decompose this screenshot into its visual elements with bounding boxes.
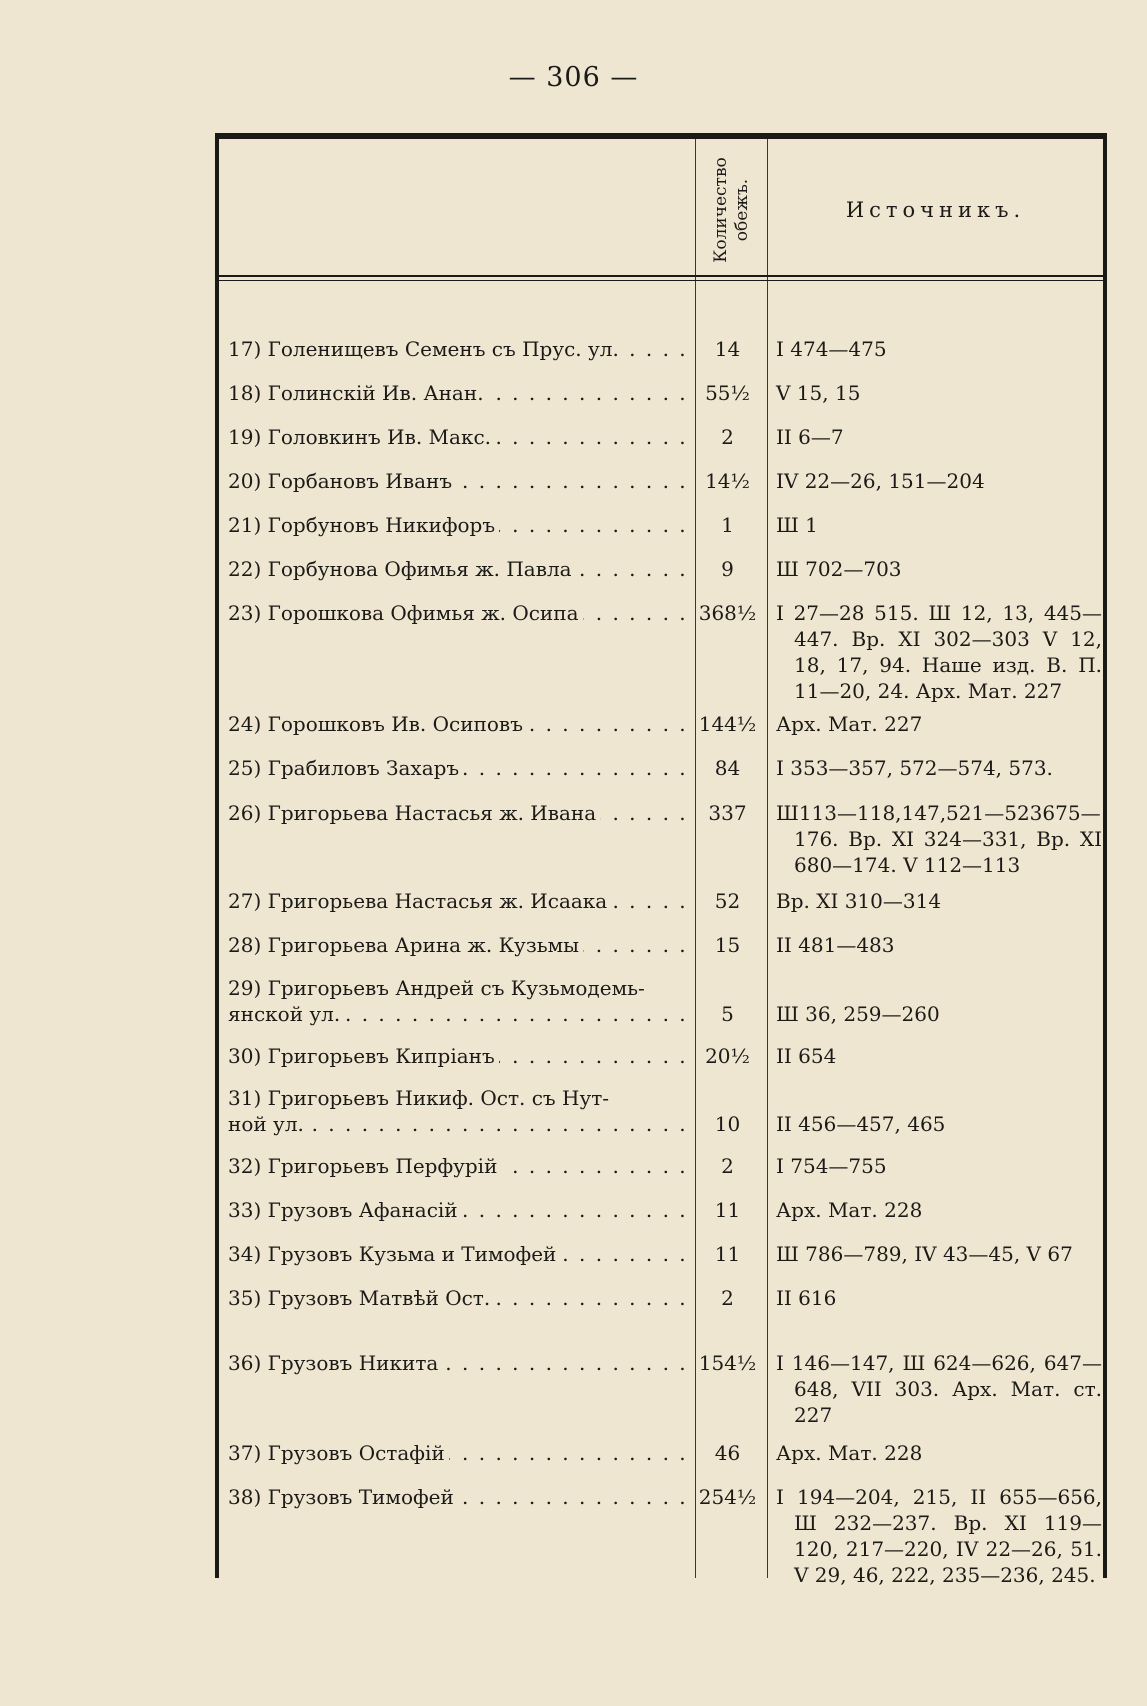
source-ref: II 6—7 <box>776 425 844 449</box>
quantity-column-header <box>696 145 767 275</box>
table-row <box>222 556 1102 582</box>
owner-name: 17) Голенищевъ Семенъ съ Прус. ул. . . . <box>228 336 690 362</box>
owner-name: 22) Горбунова Офимья ж. Павла . . . <box>228 556 690 582</box>
table-row <box>222 755 1102 781</box>
table-row <box>222 1085 1102 1137</box>
obezh-count: 11 <box>714 1198 741 1222</box>
table-row <box>222 600 1102 703</box>
table-row <box>222 1241 1102 1267</box>
source-ref: II 481—483 <box>776 933 895 957</box>
source-ref: I 27—28 515. Ш 12, 13, 445—447. Вр. XI 302—303 V 12, 18, 17, 94. Наше изд. В. П. 11—20, 24. Арх. Мат. 227 <box>776 601 1102 703</box>
source-ref: Вр. XI 310—314 <box>776 889 942 913</box>
source-ref: IV 22—26, 151—204 <box>776 469 985 493</box>
owner-name: 30) Григорьевъ Кипріанъ . . . <box>228 1043 690 1069</box>
obezh-count: 15 <box>714 933 741 957</box>
owner-name: 26) Григорьева Настасья ж. Ивана . . . <box>228 800 690 826</box>
header-rule <box>219 275 1103 281</box>
table-row <box>222 424 1102 450</box>
table-row <box>222 1350 1102 1427</box>
table-row <box>222 1285 1102 1311</box>
obezh-count: 144½ <box>698 712 757 736</box>
obezh-count: 2 <box>721 1286 734 1310</box>
source-ref: II 616 <box>776 1286 837 1310</box>
source-ref: I 754—755 <box>776 1154 887 1178</box>
owner-name <box>228 975 690 1027</box>
owner-name: 24) Горошковъ Ив. Осиповъ . . . <box>228 711 690 737</box>
owner-name: 33) Грузовъ Афанасій . . . <box>228 1197 690 1223</box>
source-ref: Ш 1 <box>776 513 818 537</box>
obezh-count: 2 <box>721 425 734 449</box>
owner-name-line: янской ул. <box>228 1002 344 1026</box>
obezh-count: 2 <box>721 1154 734 1178</box>
owner-name: 19) Головкинъ Ив. Макс. . . . <box>228 424 690 450</box>
obezh-count: 1 <box>721 513 734 537</box>
obezh-count: 84 <box>714 756 741 780</box>
obezh-count: 337 <box>708 801 747 825</box>
obezh-count: 14½ <box>705 469 750 493</box>
owner-name <box>228 1085 690 1137</box>
obezh-count: 20½ <box>705 1044 750 1068</box>
table-row <box>222 468 1102 494</box>
table-row <box>222 380 1102 406</box>
source-ref: Ш 786—789, IV 43—45, V 67 <box>776 1242 1073 1266</box>
table-row <box>222 711 1102 737</box>
obezh-count: 14 <box>714 337 741 361</box>
obezh-count: 154½ <box>698 1351 757 1375</box>
table-row <box>222 975 1102 1027</box>
table-row <box>222 932 1102 958</box>
table-row <box>222 512 1102 538</box>
quantity-header-line: обежъ. <box>731 178 752 242</box>
owner-name: 34) Грузовъ Кузьма и Тимофей . . . <box>228 1241 690 1267</box>
obezh-count: 46 <box>714 1441 741 1465</box>
obezh-count: 368½ <box>698 601 757 625</box>
owner-name: 35) Грузовъ Матвѣй Ост. . . . <box>228 1285 690 1311</box>
owner-name-line: 29) Григорьевъ Андрей съ Кузьмодемь- <box>228 976 645 1000</box>
owner-name: 20) Горбановъ Иванъ . . . <box>228 468 690 494</box>
obezh-count: 254½ <box>698 1485 757 1509</box>
table-row <box>222 1153 1102 1179</box>
owner-name: 32) Григорьевъ Перфурій . . . <box>228 1153 690 1179</box>
obezh-count: 55½ <box>705 381 750 405</box>
owner-name: 38) Грузовъ Тимофей . . . <box>228 1484 690 1510</box>
source-ref: Арх. Мат. 227 <box>776 712 923 736</box>
owner-name: 28) Григорьева Арина ж. Кузьмы . . . <box>228 932 690 958</box>
source-ref: I 146—147, Ш 624—626, 647—648, VII 303. Арх. Мат. ст. 227 <box>776 1351 1102 1427</box>
table-row <box>222 1197 1102 1223</box>
table-row <box>222 336 1102 362</box>
obezh-count: 5 <box>721 1002 734 1026</box>
owner-name: 37) Грузовъ Остафій . . . <box>228 1440 690 1466</box>
source-ref: I 474—475 <box>776 337 887 361</box>
owner-name: 25) Грабиловъ Захаръ . . . <box>228 755 690 781</box>
owner-name-line: ной ул. <box>228 1112 308 1136</box>
owner-name: 21) Горбуновъ Никифоръ . . . <box>228 512 690 538</box>
source-ref: II 654 <box>776 1044 837 1068</box>
source-ref: II 456—457, 465 <box>776 1112 946 1136</box>
owner-name: 36) Грузовъ Никита . . . <box>228 1350 690 1376</box>
source-ref: Ш 702—703 <box>776 557 902 581</box>
table-row <box>222 1043 1102 1069</box>
source-ref: Арх. Мат. 228 <box>776 1198 923 1222</box>
source-ref: V 15, 15 <box>776 381 861 405</box>
table-row <box>222 800 1102 877</box>
quantity-header-line: Количество <box>710 157 731 263</box>
source-ref: Ш113—118,147,521—523675—176. Вр. XI 324—331, Вр. XI 680—174. V 112—113 <box>776 801 1102 877</box>
table-row <box>222 1440 1102 1466</box>
obezh-count: 11 <box>714 1242 741 1266</box>
source-ref: Арх. Мат. 228 <box>776 1441 923 1465</box>
obezh-count: 10 <box>714 1112 741 1136</box>
source-column-header: Источникъ. <box>845 198 1026 222</box>
table-row <box>222 888 1102 914</box>
table-row <box>222 1484 1102 1587</box>
owner-name: 27) Григорьева Настасья ж. Исаака . . . <box>228 888 690 914</box>
obezh-count: 52 <box>714 889 741 913</box>
source-ref: I 353—357, 572—574, 573. <box>776 756 1053 780</box>
page-number: — 306 — <box>508 62 639 93</box>
owner-name: 18) Голинскій Ив. Анан. . . . <box>228 380 690 406</box>
source-ref: Ш 36, 259—260 <box>776 1002 940 1026</box>
owner-name: 23) Горошкова Офимья ж. Осипа . . . <box>228 600 690 626</box>
obezh-count: 9 <box>721 557 734 581</box>
source-ref: I 194—204, 215, II 655—656, Ш 232—237. Вр. XI 119—120, 217—220, IV 22—26, 51. V 29, 46, 222, 235—236, 245. <box>776 1485 1102 1587</box>
owner-name-line: 31) Григорьевъ Никиф. Ост. съ Нут- <box>228 1086 610 1110</box>
